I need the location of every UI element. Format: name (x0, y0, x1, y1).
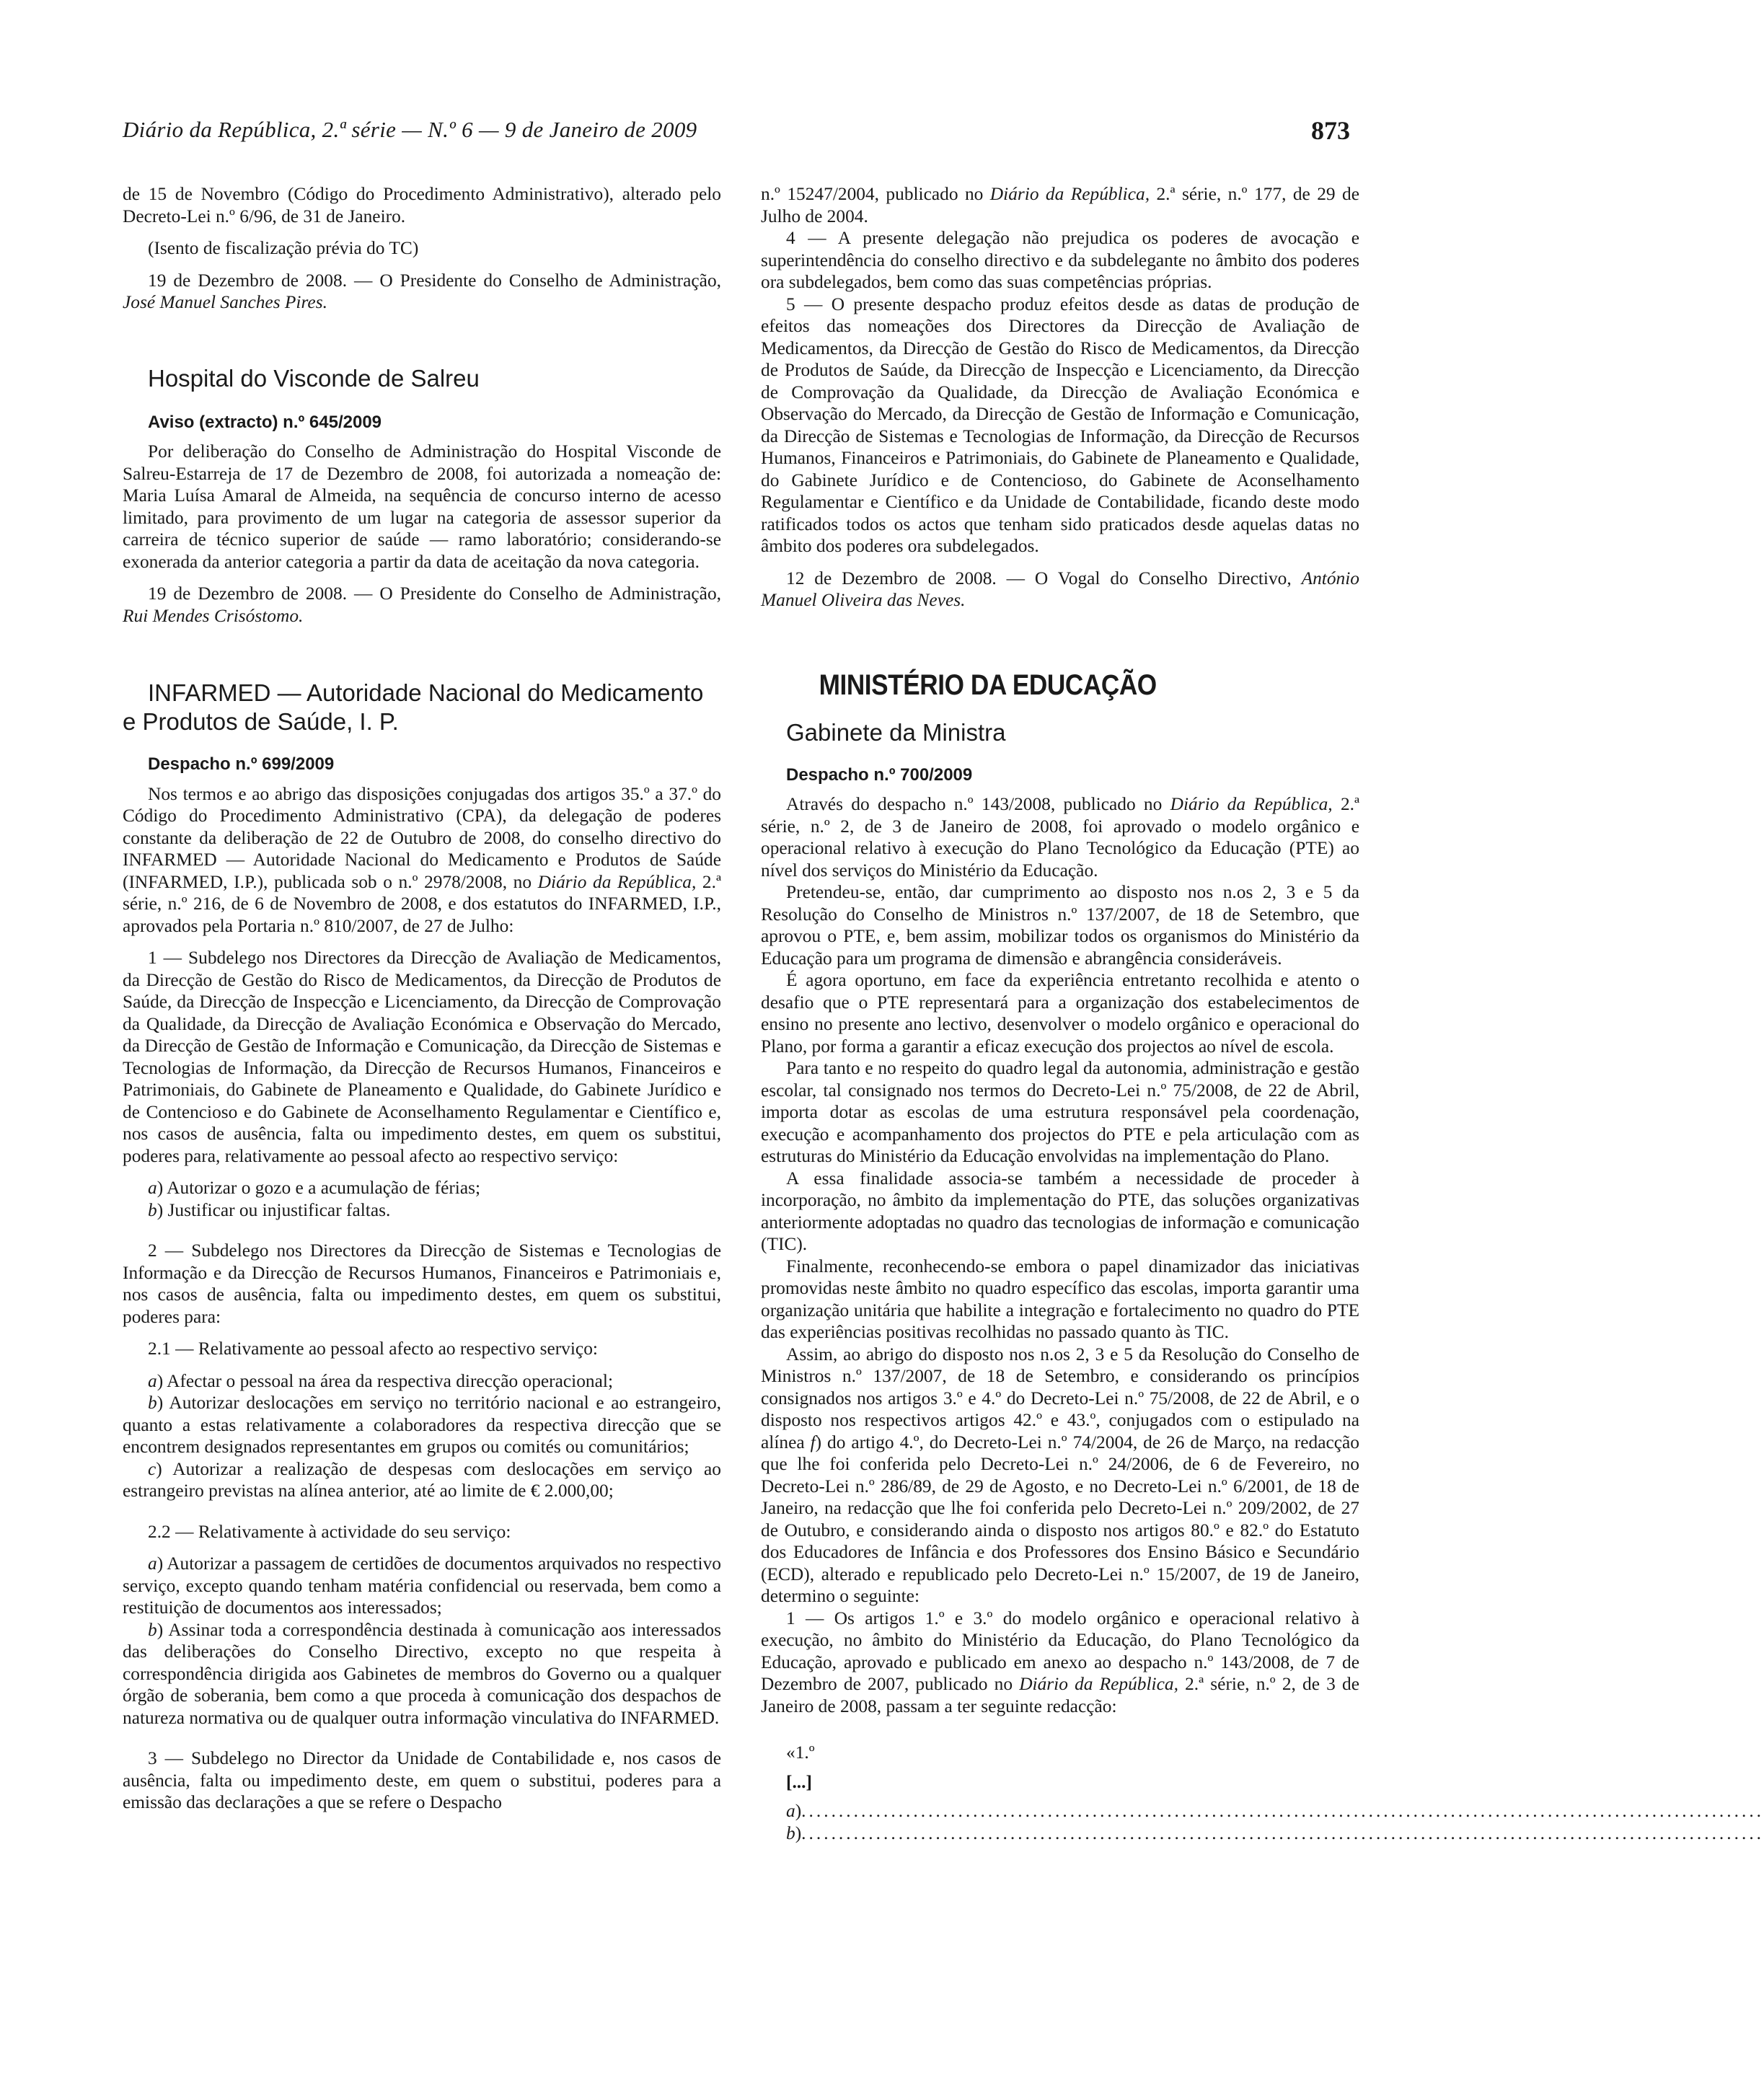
paragraph: 4 — A presente delegação não prejudica os poderes de avocação e superintendência do conselho directivo e da subdelegante no âmbito dos poderes ora subdelegados, bem como das suas competências próprias. (761, 228, 1359, 292)
list-item: c) Autorizar a realização de despesas com deslocações em serviço ao estrangeiro previstas na alínea anterior, até ao limite de € 2.000,00; (123, 1458, 721, 1501)
article-heading: «1.º (786, 1742, 815, 1763)
paragraph: Por deliberação do Conselho de Administração do Hospital Visconde de Salreu-Estarreja de 17 de Dezembro de 2008, foi autorizada a nomeação de: Maria Luísa Amaral de Almeida, na sequência de concurso interno de acesso limitado, para provimento de um lugar na categoria de assessor superior da carreira de técnico superior de saúde — ramo laboratório; considerando-se exonerada da anterior categoria a partir da data de aceitação da nova categoria. (123, 441, 721, 572)
dot-leader: ................................................................................................................................. (801, 1801, 1764, 1821)
paragraph: A essa finalidade associa-se também a necessidade de proceder à incorporação, no âmbito da implementação do PTE, das soluções organizativas anteriormente adoptadas no quadro das tecnologias de informação e comunicação (TIC). (761, 1168, 1359, 1254)
paragraph: de 15 de Novembro (Código do Procedimento Administrativo), alterado pelo Decreto-Lei n.º 6/96, de 31 de Janeiro. (123, 184, 721, 226)
document-title: Aviso (extracto) n.º 645/2009 (148, 412, 382, 432)
signature-paragraph: 19 de Dezembro de 2008. — O Presidente do Conselho de Administração, José Manuel Sanches Pires. (123, 270, 721, 312)
dotted-line-item: b) ................................................................................................................................. (786, 1822, 1764, 1843)
paragraph: 2 — Subdelego nos Directores da Direcção de Sistemas e Tecnologias de Informação e da Direcção de Recursos Humanos, Financeiros e Patrimoniais e, nos casos de ausência, falta ou impedimento destes, em quem os substitui, poderes para: (123, 1240, 721, 1327)
entity-heading: Hospital do Visconde de Salreu (148, 364, 480, 392)
dotted-line-item: a) ................................................................................................................................. (786, 1801, 1764, 1821)
paragraph: É agora oportuno, em face da experiência entretanto recolhida e atento o desafio que o PTE representará para a organização dos estabelecimentos de ensino no presente ano lectivo, desenvolver o modelo orgânico e operacional do Plano, por forma a garantir a eficaz execução dos projectos ao nível de escola. (761, 970, 1359, 1057)
list-item: b) Autorizar deslocações em serviço no território nacional e ao estrangeiro, quanto a estas relativamente a colaboradores da respectiva direcção que se encontrem designados representantes em grupos ou comités ou comunitários; (123, 1393, 721, 1457)
signatory-name: Rui Mendes Crisóstomo. (123, 605, 304, 626)
paragraph: 2.1 — Relativamente ao pessoal afecto ao respectivo serviço: (148, 1339, 598, 1359)
list-item: b) Justificar ou injustificar faltas. (148, 1199, 391, 1220)
paragraph: Através do despacho n.º 143/2008, publicado no Diário da República, 2.ª série, n.º 2, de 3 de Janeiro de 2008, foi aprovado o modelo orgânico e operacional relativo à execução do Plano Tecnológico da Educação (PTE) ao nível dos serviços do Ministério da Educação. (761, 794, 1359, 881)
signatory-name: José Manuel Sanches Pires. (123, 292, 327, 312)
paragraph: Finalmente, reconhecendo-se embora o papel dinamizador das iniciativas promovidas neste âmbito no quadro específico das escolas, importa garantir uma organização unitária que habilite a integração e fortalecimento no quadro do PTE das experiências positivas recolhidas no passado quanto às TIC. (761, 1256, 1359, 1342)
entity-heading: INFARMED — Autoridade Nacional do Medicamento e Produtos de Saúde, I. P. (123, 679, 704, 735)
right-column (761, 183, 1764, 1844)
paragraph: Pretendeu-se, então, dar cumprimento ao disposto nos n.os 2, 3 e 5 da Resolução do Conselho de Ministros n.º 137/2007, de 18 de Setembro, que aprovou o PTE, e, bem assim, mobilizar todos os organismos do Ministério da Educação para um programa de dimensão e abrangência consideráveis. (761, 882, 1359, 969)
list-item: a) Autorizar a passagem de certidões de documentos arquivados no respectivo serviço, excepto quando tenham matéria confidencial ou reservada, bem como a restituição de documentos aos interessados; (123, 1553, 721, 1618)
paragraph: n.º 15247/2004, publicado no Diário da República, 2.ª série, n.º 177, de 29 de Julho de 2004. (761, 184, 1360, 226)
paragraph: 5 — O presente despacho produz efeitos desde as datas de produção de efeitos das nomeações dos Directores da Direcção de Avaliação de Medicamentos, da Direcção de Gestão do Risco de Medicamentos, da Direcção de Produtos de Saúde, da Direcção de Inspecção e Licenciamento, da Direcção de Comprovação da Qualidade, da Direcção de Avaliação Económica e Observação do Mercado, da Direcção de Gestão de Informação e Comunicação, da Direcção de Sistemas e Tecnologias de Informação, da Direcção de Recursos Humanos, Financeiros e Patrimoniais, do Gabinete de Planeamento e Qualidade, do Gabinete Jurídico e de Contencioso, do Gabinete de Aconselhamento Regulamentar e Científico e da Unidade de Contabilidade, ficando deste modo ratificados todos os actos que tenham sido praticados desde aquelas datas no âmbito dos poderes ora subdelegados. (761, 294, 1359, 556)
list-item: a) Autorizar o gozo e a acumulação de férias; (148, 1178, 481, 1198)
ministry-heading: MINISTÉRIO DA EDUCAÇÃO (819, 669, 1157, 701)
ellipsis-heading: [...] (786, 1771, 812, 1792)
list-item: a) Afectar o pessoal na área da respectiva direcção operacional; (148, 1370, 614, 1391)
running-title: Diário da República, 2.ª série — N.º 6 — 9 de Janeiro de 2009 (123, 117, 697, 142)
signature-paragraph: 12 de Dezembro de 2008. — O Vogal do Conselho Directivo, António Manuel Oliveira das Neves. (761, 568, 1359, 610)
list-item: b) Assinar toda a correspondência destinada à comunicação aos interessados das deliberações do Conselho Directivo, excepto no que respeita à correspondência dirigida aos Gabinetes de membros do Governo ou a qualquer órgão de soberania, bem como a que proceda à comunicação dos despachos de natureza normativa ou de qualquer outra informação vinculativa do INFARMED. (123, 1619, 721, 1728)
document-title: Despacho n.º 699/2009 (148, 754, 335, 774)
document-title: Despacho n.º 700/2009 (786, 764, 973, 785)
paragraph: (Isento de fiscalização prévia do TC) (148, 238, 419, 258)
left-column (123, 183, 721, 1814)
paragraph: Assim, ao abrigo do disposto nos n.os 2, 3 e 5 da Resolução do Conselho de Ministros n.º 137/2007, de 18 de Setembro, e considerando os princípios consignados nos artigos 3.º e 4.º do Decreto-Lei n.º 75/2008, de 22 de Abril, e o disposto nos respectivos artigos 42.º e 43.º, conjugados com o estipulado na alínea f) do artigo 4.º, do Decreto-Lei n.º 74/2004, de 26 de Março, na redacção que lhe foi conferida pelo Decreto-Lei n.º 24/2006, de 6 de Fevereiro, no Decreto-Lei n.º 286/89, de 29 de Agosto, e no Decreto-Lei n.º 6/2001, de 18 de Janeiro, na redacção que lhe foi conferida pelo Decreto-Lei n.º 209/2002, de 27 de Outubro, e considerando ainda o disposto nos artigos 80.º e 82.º do Estatuto dos Educadores de Infância e dos Professores dos Ensino Básico e Secundário (ECD), alterado e republicado pelo Decreto-Lei n.º 15/2007, de 19 de Janeiro, determino o seguinte: (761, 1344, 1359, 1606)
paragraph: 1 — Os artigos 1.º e 3.º do modelo orgânico e operacional relativo à execução, no âmbito do Ministério da Educação, do Plano Tecnológico da Educação, aprovado e publicado em anexo ao despacho n.º 143/2008, de 7 de Dezembro de 2007, publicado no Diário da República, 2.ª série, n.º 2, de 3 de Janeiro de 2008, passam a ter seguinte redacção: (761, 1608, 1359, 1716)
page-number: 873 (1311, 116, 1350, 145)
dot-leader: ................................................................................................................................. (801, 1822, 1764, 1843)
paragraph: Nos termos e ao abrigo das disposições conjugadas dos artigos 35.º a 37.º do Código do Procedimento Administrativo (CPA), da delegação de poderes constante da deliberação de 22 de Outubro de 2008, do conselho directivo do INFARMED — Autoridade Nacional do Medicamento e Produtos de Saúde (INFARMED, I.P.), publicada sob o n.º 2978/2008, no Diário da República, 2.ª série, n.º 216, de 6 de Novembro de 2008, e dos estatutos do INFARMED, I.P., aprovados pela Portaria n.º 810/2007, de 27 de Julho: (123, 783, 721, 936)
paragraph: Para tanto e no respeito do quadro legal da autonomia, administração e gestão escolar, tal consignado nos termos do Decreto-Lei n.º 75/2008, de 22 de Abril, importa dotar as escolas de uma estrutura responsável pela coordenação, execução e acompanhamento dos projectos do PTE e pela articulação com as estruturas do Ministério da Educação envolvidas na implementação do Plano. (761, 1058, 1359, 1166)
signature-paragraph: 19 de Dezembro de 2008. — O Presidente do Conselho de Administração, Rui Mendes Crisóstomo. (123, 583, 721, 626)
signatory-name: António Manuel Oliveira das Neves. (761, 568, 1359, 610)
paragraph: 2.2 — Relativamente à actividade do seu serviço: (148, 1521, 511, 1542)
paragraph: 3 — Subdelego no Director da Unidade de Contabilidade e, nos casos de ausência, falta ou impedimento deste, em quem o substitui, poderes para a emissão das declarações a que se refere o Despacho (123, 1748, 721, 1812)
paragraph: 1 — Subdelego nos Directores da Direcção de Avaliação de Medicamentos, da Direcção de Gestão do Risco de Medicamentos, da Direcção de Produtos de Saúde, da Direcção de Inspecção e Licenciamento, da Direcção de Comprovação da Qualidade, da Direcção de Avaliação Económica e Observação do Mercado, da Direcção de Gestão de Informação e Comunicação, da Direcção de Sistemas e Tecnologias de Informação, da Direcção de Recursos Humanos, Financeiros e Patrimoniais, do Gabinete de Planeamento e Qualidade, do Gabinete Jurídico e de Contencioso e do Gabinete de Aconselhamento Regulamentar e Científico e, nos casos de ausência, falta ou impedimento destes, em quem os substitui, poderes para, relativamente ao pessoal afecto ao respectivo serviço: (123, 948, 721, 1166)
entity-heading: Gabinete da Ministra (786, 718, 1006, 746)
